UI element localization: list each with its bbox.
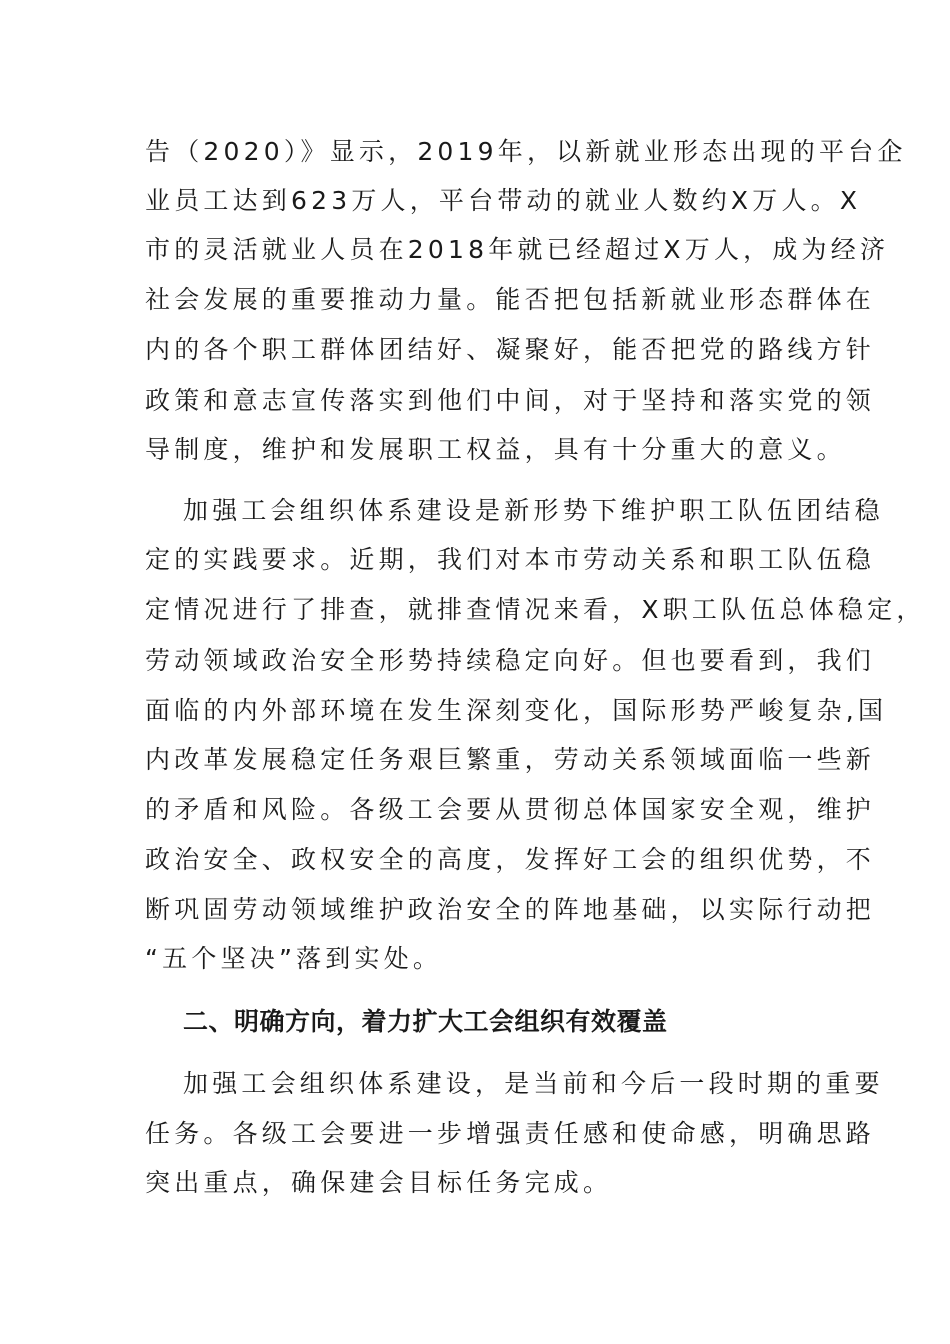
text-line: 内的各个职工群体团结好、凝聚好，能否把党的路线方针 [145, 335, 876, 364]
text-line: 任务。各级工会要进一步增强责任感和使命感，明确思路 [145, 1119, 876, 1148]
text-line: 政策和意志宣传落实到他们中间，对于坚持和落实党的领 [145, 386, 876, 415]
text-line: 市的灵活就业人员在2018年就已经超过X万人，成为经济 [145, 235, 890, 264]
text-line: 的矛盾和风险。各级工会要从贯彻总体国家安全观，维护 [145, 795, 876, 824]
text-line: 断巩固劳动领域维护政治安全的阵地基础，以实际行动把 [145, 895, 876, 924]
text-line: 定情况进行了排查，就排查情况来看，X职工队伍总体稳定， [145, 595, 926, 624]
text-line: 导制度，维护和发展职工权益，具有十分重大的意义。 [145, 435, 846, 464]
text-line: 面临的内外部环境在发生深刻变化，国际形势严峻复杂,国 [145, 696, 888, 725]
text-line: 加强工会组织体系建设是新形势下维护职工队伍团结稳 [183, 496, 884, 525]
text-line: 突出重点，确保建会目标任务完成。 [145, 1168, 613, 1197]
text-line: 内改革发展稳定任务艰巨繁重，劳动关系领域面临一些新 [145, 745, 876, 774]
section-heading: 二、明确方向，着力扩大工会组织有效覆盖 [183, 1007, 668, 1036]
text-line: 劳动领域政治安全形势持续稳定向好。但也要看到，我们 [145, 646, 876, 675]
text-line: 定的实践要求。近期，我们对本市劳动关系和职工队伍稳 [145, 545, 876, 574]
text-line: 告（2020）》显示，2019年，以新就业形态出现的平台企 [145, 137, 907, 166]
text-line: 业员工达到623万人，平台带动的就业人数约X万人。X [145, 186, 862, 215]
text-line: 加强工会组织体系建设，是当前和今后一段时期的重要 [183, 1069, 884, 1098]
text-line: 政治安全、政权安全的高度，发挥好工会的组织优势，不 [145, 845, 876, 874]
text-line: 社会发展的重要推动力量。能否把包括新就业形态群体在 [145, 285, 876, 314]
text-line: “五个坚决”落到实处。 [145, 944, 443, 973]
